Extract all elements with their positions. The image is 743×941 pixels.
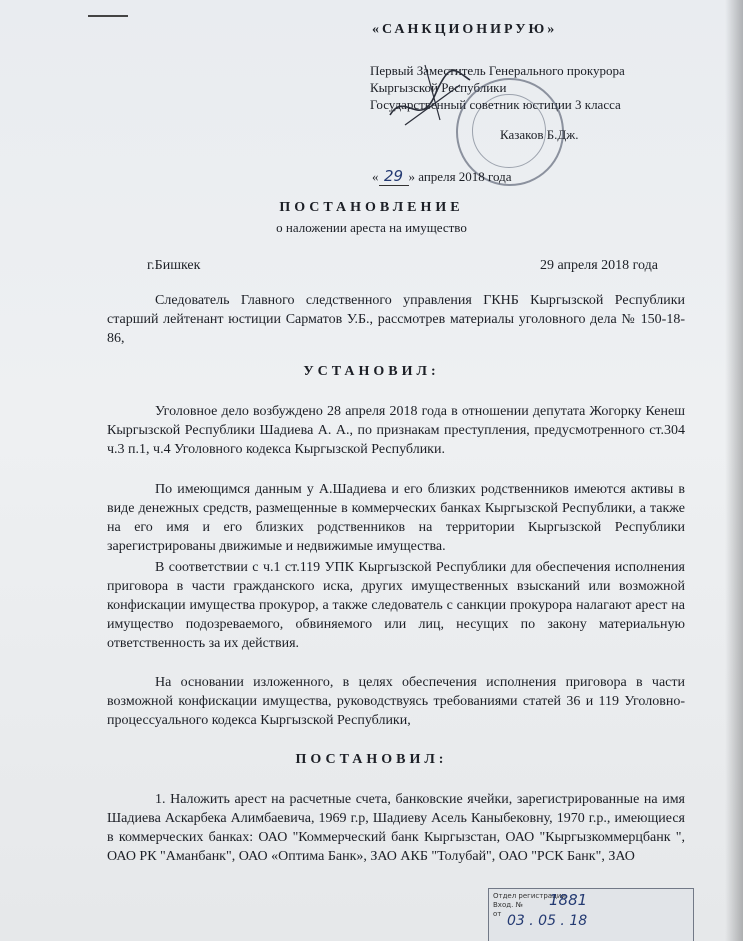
established-paragraph: Уголовное дело возбуждено 28 апреля 2018 года в отношении депутата Жогорку Кенеш Кыргызской Республики Шадиева А. А., по признакам преступления, предусмотренного ст.304 ч.3 п.1, ч.4 Уголовного кодекса Кыргызской Республики. bbox=[107, 404, 685, 457]
approval-day: 29 bbox=[379, 167, 409, 186]
document-date: 29 апреля 2018 года bbox=[540, 258, 658, 273]
established-paragraph: На основании изложенного, в целях обеспечения исполнения приговора в части возможной конфискации имущества, руководствуясь требованиями статей 36 и 119 Уголовно-процессуального кодекса Кыргызской Республики, bbox=[107, 675, 685, 728]
top-dash bbox=[88, 15, 128, 17]
document-subtitle: о наложении ареста на имущество bbox=[276, 220, 467, 235]
approval-date-suffix: » апреля 2018 года bbox=[408, 169, 512, 184]
intro-paragraph: Следователь Главного следственного управления ГКНБ Кыргызской Республики старший лейтенант юстиции Сарматов У.Б., рассмотрев материалы уголовного дела № 150-18-86, bbox=[107, 293, 685, 346]
page-edge-shadow bbox=[725, 0, 743, 941]
approver-line: Первый Заместитель Генерального прокурора bbox=[370, 63, 625, 78]
registration-number: 1881 bbox=[549, 891, 588, 909]
registration-label: Отдел регистрации bbox=[493, 892, 566, 900]
registration-label: Вход. № bbox=[493, 901, 523, 909]
established-heading: УСТАНОВИЛ: bbox=[303, 364, 440, 379]
established-paragraph: В соответствии с ч.1 ст.119 УПК Кыргызской Республики для обеспечения исполнения приговора в части гражданского иска, других имущественных взысканий или возможной конфискации имущества прокурор, а также следователь с санкции прокурора налагают арест на имущество подозреваемого, обвиняемого или лиц, несущих по закону материальную ответственность за их действия. bbox=[107, 560, 685, 651]
registration-label: от bbox=[493, 910, 502, 918]
established-paragraph: По имеющимся данным у А.Шадиева и его близких родственников имеются активы в виде денежных средств, размещенные в коммерческих банках Кыргызской Республики, а также на его имя и его близких родственников на территории Кыргызской Республики зарегистрированы движимые и недвижимые имущества. bbox=[107, 482, 685, 554]
sanction-heading: «САНКЦИОНИРУЮ» bbox=[372, 22, 558, 37]
approver-name: Казаков Б.Дж. bbox=[500, 127, 579, 142]
resolved-heading: ПОСТАНОВИЛ: bbox=[295, 752, 448, 767]
approval-date-prefix: « bbox=[372, 169, 379, 184]
approval-date bbox=[372, 167, 512, 186]
resolved-item: 1. Наложить арест на расчетные счета, банковские ячейки, зарегистрированные на имя Шадиева Аскарбека Алимбаевича, 1969 г.р, Шадиеву Асель Каныбековну, 1970 г.р., имеющиеся в коммерческих банках: ОАО "Коммерческий банк Кыргызстан, ОАО "Кыргызкоммерцбанк ", ОАО РК "Аманбанк", ОАО «Оптима Банк», ЗАО АКБ "Толубай", ОАО "РСК Банк", ЗАО bbox=[107, 792, 685, 864]
approver-line: Государственный советник юстиции 3 класса bbox=[370, 97, 621, 112]
document-city: г.Бишкек bbox=[147, 258, 201, 273]
registration-date: 03 . 05 . 18 bbox=[507, 913, 588, 929]
approver-line: Кыргызской Республики bbox=[370, 80, 507, 95]
registration-stamp bbox=[488, 888, 694, 941]
document-title: ПОСТАНОВЛЕНИЕ bbox=[279, 200, 464, 215]
